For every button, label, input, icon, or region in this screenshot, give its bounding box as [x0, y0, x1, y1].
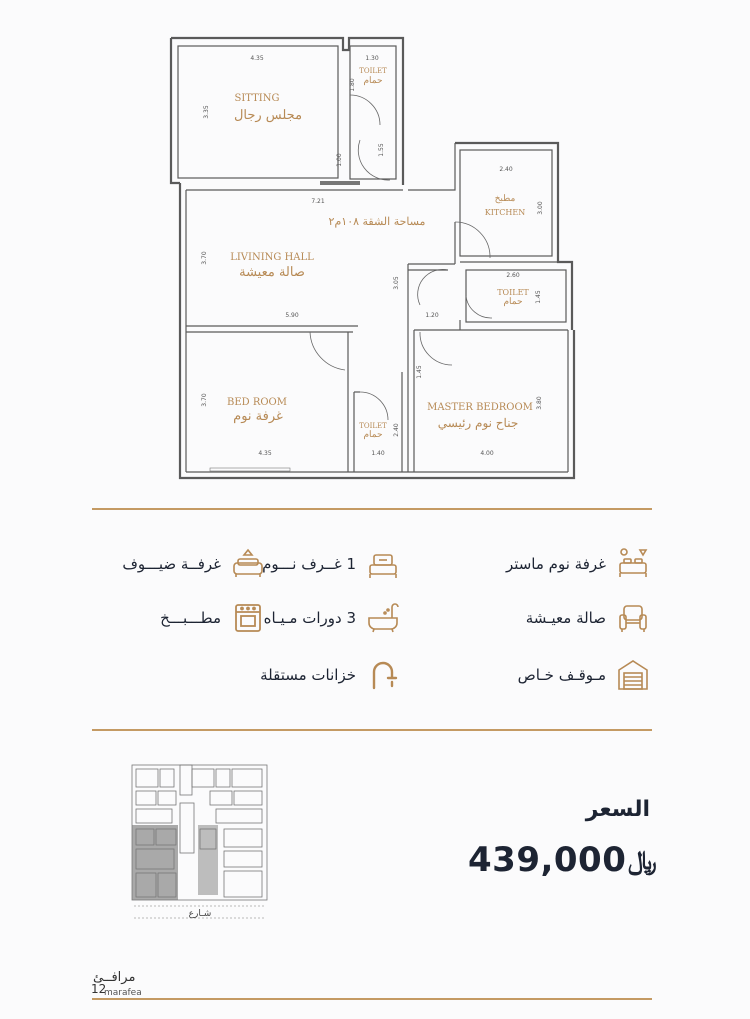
room-ar-kitchen: مطبخ — [494, 194, 516, 204]
room-en-toilet-1: TOILET — [359, 67, 387, 75]
feature-label: خزانات مستقلة — [260, 666, 356, 684]
dim-label: 3.00 — [537, 201, 544, 215]
dim-label: 3.35 — [203, 105, 210, 119]
bathtub-icon — [366, 601, 400, 635]
dim-label: 1.40 — [371, 450, 385, 457]
price-label: السعر — [585, 797, 650, 822]
room-ar-living: صالة معيشة — [239, 265, 305, 280]
feature-label: مطـــبـــخ — [160, 609, 221, 627]
room-en-bedroom: BED ROOM — [226, 397, 288, 408]
feature-label: 3 دورات مـيـاه — [263, 609, 356, 627]
dim-label: 1.30 — [365, 55, 379, 62]
dim-label: 2.40 — [499, 166, 513, 173]
dim-label: 1.45 — [535, 290, 542, 304]
feature-label: مـوقـف خـاص — [517, 666, 606, 684]
feature-parking — [518, 658, 650, 692]
room-ar-toilet-1: حمام — [363, 76, 383, 86]
floor-plan — [0, 0, 750, 500]
feature-guest-room — [122, 547, 265, 581]
divider-bottom — [92, 998, 652, 1000]
dim-label: 4.00 — [480, 450, 494, 457]
dim-label: 2.60 — [506, 272, 520, 279]
feature-label: صالة معيـشة — [525, 609, 606, 627]
feature-label: 1 غــرف نـــوم — [262, 555, 356, 573]
feature-master-bedroom — [506, 547, 650, 581]
oven-icon — [231, 601, 265, 635]
feature-bedrooms — [262, 547, 400, 581]
dim-label: 3.05 — [393, 276, 400, 290]
dim-label: 3.70 — [201, 251, 208, 265]
room-ar-bedroom: غرفة نوم — [233, 409, 283, 424]
street-label: شـارع — [188, 909, 212, 919]
room-ar-toilet-3: حمام — [363, 430, 383, 440]
dim-label: 1.45 — [416, 365, 423, 379]
bed-icon — [366, 547, 400, 581]
room-ar-toilet-2: حمام — [503, 297, 523, 307]
dim-label: 1.00 — [336, 153, 343, 167]
dim-label: 5.90 — [285, 312, 299, 319]
garage-icon — [616, 658, 650, 692]
room-en-toilet-3: TOILET — [359, 422, 387, 430]
armchair-icon — [616, 601, 650, 635]
dim-label: 2.40 — [393, 423, 400, 437]
room-en-living: LIVINING HALL — [230, 252, 314, 263]
room-en-sitting: SITTING — [234, 93, 280, 104]
sofa-icon — [231, 547, 265, 581]
feature-label: غرفــة ضيـــوف — [122, 555, 221, 573]
dim-label: 3.80 — [536, 396, 543, 410]
brand-logo-arabic: مرافــئ — [93, 970, 136, 985]
dim-label: 1.20 — [425, 312, 439, 319]
room-en-master: MASTER BEDROOM — [427, 402, 533, 413]
room-ar-master: جناح نوم رئيسي — [437, 416, 519, 430]
brand-logo-number: 12 — [91, 982, 107, 996]
feature-bathrooms — [264, 601, 400, 635]
building-mini-plan — [130, 763, 270, 921]
riyal-currency-symbol: ﷼ — [628, 846, 657, 876]
room-en-toilet-2: TOILET — [497, 288, 529, 297]
dim-label: 1.55 — [378, 143, 385, 157]
room-en-kitchen: KITCHEN — [484, 208, 526, 217]
price-value: 439,000 — [468, 840, 627, 880]
master-bedroom-icon — [616, 547, 650, 581]
feature-living-room — [526, 601, 650, 635]
room-ar-sitting: مجلس رجال — [233, 108, 303, 123]
dim-label: 1.80 — [349, 78, 356, 92]
brand-logo-english: marafea — [104, 988, 142, 998]
dim-label: 4.35 — [258, 450, 272, 457]
apartment-area-label: مساحة الشقة ١٠٨م٢ — [328, 215, 426, 228]
dim-label: 4.35 — [250, 55, 264, 62]
feature-kitchen — [160, 601, 265, 635]
divider-top — [92, 508, 652, 510]
dim-label: 7.21 — [311, 198, 325, 205]
feature-water-tanks — [260, 658, 400, 692]
dim-label: 3.70 — [201, 393, 208, 407]
feature-label: غرفة نوم ماستر — [505, 555, 606, 573]
divider-middle — [92, 729, 652, 731]
tank-icon — [366, 658, 400, 692]
